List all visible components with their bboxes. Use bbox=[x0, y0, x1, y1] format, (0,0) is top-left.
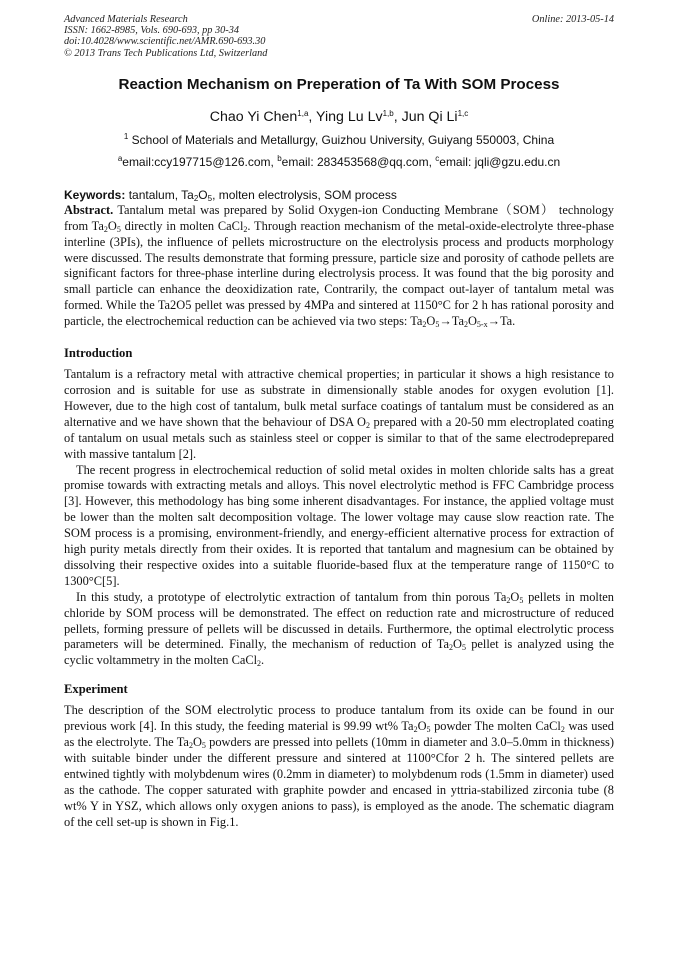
abstract-text: directly in molten CaCl bbox=[120, 218, 244, 233]
subscript: 5 bbox=[519, 595, 524, 605]
abstract-text: →Ta. bbox=[487, 314, 516, 329]
email-sup: b bbox=[277, 153, 282, 163]
journal-issn: ISSN: 1662-8985, Vols. 690-693, pp 30-34 bbox=[64, 25, 240, 37]
author-sep: , bbox=[308, 108, 317, 125]
abstract-text: O bbox=[426, 314, 436, 329]
author-name: Chao Yi Chen bbox=[209, 108, 298, 125]
paragraph-text: Tantalum is a refractory metal with attractive chemical properties; in particular it shows a high resistance to corrosion and is suitable for use as substrate in dimensionally stable anodes for oxygen evolution [1]. However, due to the high cost of tantalum, bulk metal surface coatings of tantalum must be considered as an alternative and we have shown that the behaviour of DSA O bbox=[64, 367, 614, 429]
paragraph-text: O bbox=[417, 719, 427, 734]
subscript: 2 bbox=[422, 320, 427, 330]
subscript: 2 bbox=[506, 595, 511, 605]
subscript: 5 bbox=[426, 725, 431, 735]
subscript: 5 bbox=[116, 224, 121, 234]
experiment-paragraph bbox=[64, 703, 614, 830]
keywords-text: , molten electrolysis, SOM process bbox=[212, 187, 397, 202]
email-sup: a bbox=[117, 153, 123, 163]
paragraph-text: O bbox=[510, 589, 520, 604]
author-name: Jun Qi Li bbox=[401, 108, 458, 125]
paragraph-text: pellets in molten chloride by SOM process will be demonstrated. The effect on reduction rate and microstructure of reduced pellets, forming pressure of pellets will be discussed in details. Furthermore, the optimal electrolytic process parameters will be determined. Finally, the mechanism of reduction of Ta bbox=[64, 589, 614, 652]
paragraph-text: In this study, a prototype of electrolytic extraction of tantalum from thin porous Ta bbox=[76, 589, 507, 604]
affiliation-sup: 1 bbox=[123, 131, 129, 141]
intro-paragraph-2: The recent progress in electrochemical reduction of solid metal oxides in molten chloride salts has a great promise towards with extracting metals and alloys. This novel electrolytic method is FFC Cambridge process [3]. However, this methodology has bing some inherent disadvantages. For instance, the applied voltage must be lower than the molten salt decomposition voltage. The lower voltage may cause slow reaction rate. The SOM process is a promising, environment-friendly, and energy-efficient alternative process for extraction of high purity metals directly from their oxides. It is reported that tantalum and magnesium can be obtained by dissolving their respective oxides into a suitable fluoride-based flux at the temperature range of 1150°C to 1300°C[5]. bbox=[64, 462, 614, 588]
abstract-text: Tantalum metal was prepared by Solid Oxygen-ion Conducting Membrane（SOM） technology from Ta bbox=[64, 202, 614, 233]
paragraph-text: powder The molten CaCl bbox=[430, 719, 561, 734]
author-sep: , bbox=[393, 108, 402, 125]
paper-title: Reaction Mechanism on Preperation of Ta With SOM Process bbox=[118, 75, 560, 93]
keywords bbox=[64, 188, 614, 203]
subscript: 5 bbox=[201, 741, 206, 751]
subscript: 5 bbox=[461, 643, 466, 653]
email-sup: c bbox=[435, 153, 440, 163]
subscript: 5 bbox=[207, 193, 213, 203]
abstract-text: O bbox=[107, 218, 117, 233]
abstract-text: →Ta bbox=[439, 314, 464, 329]
subscript: 2 bbox=[257, 659, 262, 669]
subscript: 2 bbox=[449, 643, 453, 653]
subscript: 2 bbox=[463, 320, 468, 330]
subscript: 2 bbox=[366, 420, 370, 430]
subscript: 2 bbox=[413, 725, 418, 735]
journal-copyright: © 2013 Trans Tech Publications Ltd, Switzerland bbox=[64, 47, 268, 59]
paragraph-text: powders are pressed into pellets (10mm in diameter and 3.0–5.0mm in thickness) with suitable binder under the different pressure and sintered at 1100°Cfor 2 h. The sintered pellets are entwined tightly with molybdenum wires (0.2mm in diameter) to molybdenum rods (1.5mm in diameter) used as the cathode. The copper saturated with graphite powder and encased in yttria-stabilized zirconia tube (8 wt% Y in YSZ, which allows only oxygen anions to pass), is employed as the anode. The schematic diagram of the cell set-up is shown in Fig.1. bbox=[64, 735, 614, 829]
author-sup: 1,c bbox=[457, 108, 469, 118]
subscript: 2 bbox=[560, 725, 565, 735]
subscript: 2 bbox=[193, 193, 199, 203]
section-heading-introduction: Introduction bbox=[64, 346, 133, 361]
paragraph-text: O bbox=[192, 735, 202, 750]
abstract-text: . Through reaction mechanism of the metal-oxide-electrolyte three-phase interline (3PIs), the influence of pellets microstructure on the electrolysis process and products morphology were discussed. The results demonstrate that forming pressure, particle size and porosity of cathode pellets are significant factors for three-phase interline during electrolysis process. It was found that the big porosity and small particle can enhance the deoxidization rate, Contrarily, the compact out-layer of tantalum metal was formed. While the Ta2O5 pellet was pressed by 4MPa and sintered at 1150°C for 2 h has rational porosity and particle, the electrochemical reduction can be achieved via two steps: Ta bbox=[64, 218, 614, 329]
paragraph-text: . bbox=[261, 653, 265, 668]
subscript: 2 bbox=[243, 224, 248, 234]
subscript: 5-x bbox=[476, 320, 488, 330]
journal-header bbox=[64, 14, 614, 59]
paragraph-text: was used as the electrolyte. The Ta bbox=[64, 719, 614, 750]
email-link[interactable]: email: jqli@gzu.edu.cn bbox=[439, 154, 561, 169]
affiliation-text: School of Materials and Metallurgy, Guizhou University, Guiyang 550003, China bbox=[131, 132, 555, 147]
subscript: 2 bbox=[103, 224, 108, 234]
abstract-text: O bbox=[467, 314, 477, 329]
keywords-label: Keywords: bbox=[64, 187, 126, 202]
affiliation bbox=[64, 133, 614, 148]
author-name: Ying Lu Lv bbox=[316, 108, 383, 125]
author-list bbox=[64, 109, 614, 126]
paragraph-text: O bbox=[453, 637, 462, 652]
paragraph-text: pellet is analyzed using the cyclic voltammetry in the molten CaCl bbox=[64, 637, 614, 668]
email-link[interactable]: email:ccy197715@126.com, bbox=[122, 154, 278, 169]
subscript: 2 bbox=[188, 741, 193, 751]
email-list bbox=[64, 155, 614, 170]
subscript: 5 bbox=[435, 320, 440, 330]
author-sup: 1,b bbox=[382, 108, 394, 118]
intro-paragraph-1 bbox=[64, 367, 614, 462]
abstract-paragraph bbox=[64, 203, 614, 330]
journal-doi: doi:10.4028/www.scientific.net/AMR.690-693.30 bbox=[64, 36, 266, 48]
online-date: Online: 2013-05-14 bbox=[531, 14, 614, 25]
author-sup: 1,a bbox=[297, 108, 309, 118]
intro-paragraph-3 bbox=[64, 590, 614, 670]
section-heading-experiment: Experiment bbox=[64, 682, 128, 697]
keywords-text: O bbox=[198, 187, 208, 202]
abstract-label: Abstract. bbox=[64, 202, 114, 217]
journal-name: Advanced Materials Research bbox=[64, 14, 188, 25]
keywords-text: tantalum, Ta bbox=[125, 187, 194, 202]
paragraph-text: The description of the SOM electrolytic process to produce tantalum from its oxide can be found in our previous work [4]. In this study, the feeding material is 99.99 wt% Ta bbox=[64, 703, 614, 734]
paragraph-text: prepared with a 20-50 mm electroplated coating of tantalum on usual metals such as stainless steel or copper is similar to that of the same electrodeprepared with massive tantalum [2]. bbox=[64, 414, 614, 461]
email-link[interactable]: email: 283453568@qq.com, bbox=[281, 154, 436, 169]
